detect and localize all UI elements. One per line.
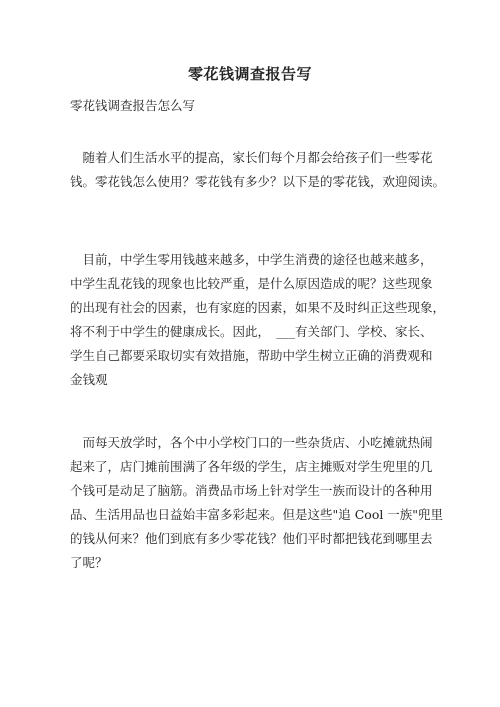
paragraph-line: 目前，中学生零用钱越来越多，中学生消费的途径也越来越多， (70, 252, 433, 267)
paragraph-line: 钱。零花钱怎么使用？零花钱有多少？以下是的零花钱，欢迎阅读。 (70, 174, 446, 189)
document-title: 零花钱调查报告写 (187, 65, 312, 83)
paragraph-line: 学生自己都要采取切实有效措施，帮助中学生树立正确的消费观和 (70, 348, 433, 363)
paragraph-line: 的出现有社会的因素，也有家庭的因素，如果不及时纠正这些现象， (70, 300, 446, 315)
document-subtitle: 零花钱调查报告怎么写 (70, 98, 196, 113)
paragraph-line: 而每天放学时，各个中小学校门口的一些杂货店、小吃摊就热闹 (70, 435, 433, 450)
paragraph-after-school (70, 431, 444, 575)
paragraph-line: 的钱从何来？他们到底有多少零花钱？他们平时都把钱花到哪里去 (70, 531, 433, 546)
paragraph-line: 将不利于中学生的健康成长。因此， ___有关部门、学校、家长、 (70, 324, 433, 339)
paragraph-line: 起来了，店门摊前围满了各年级的学生，店主摊贩对学生兜里的几 (70, 459, 433, 474)
paragraph-line: 个钱可是动足了脑筋。消费品市场上针对学生一族而设计的各种用 (70, 483, 433, 498)
paragraph-line: 随着人们生活水平的提高，家长们每个月都会给孩子们一些零花 (70, 150, 433, 165)
paragraph-line: 金钱观 (70, 372, 108, 387)
paragraph-line: 品、生活用品也日益始丰富多彩起来。但是这些"追 Cool 一族"兜里 (70, 507, 444, 522)
paragraph-line: 中学生乱花钱的现象也比较严重，是什么原因造成的呢？这些现象 (70, 276, 433, 291)
paragraph-line: 了呢？ (70, 555, 108, 570)
paragraph-intro (70, 146, 446, 194)
paragraph-current-situation (70, 248, 446, 392)
